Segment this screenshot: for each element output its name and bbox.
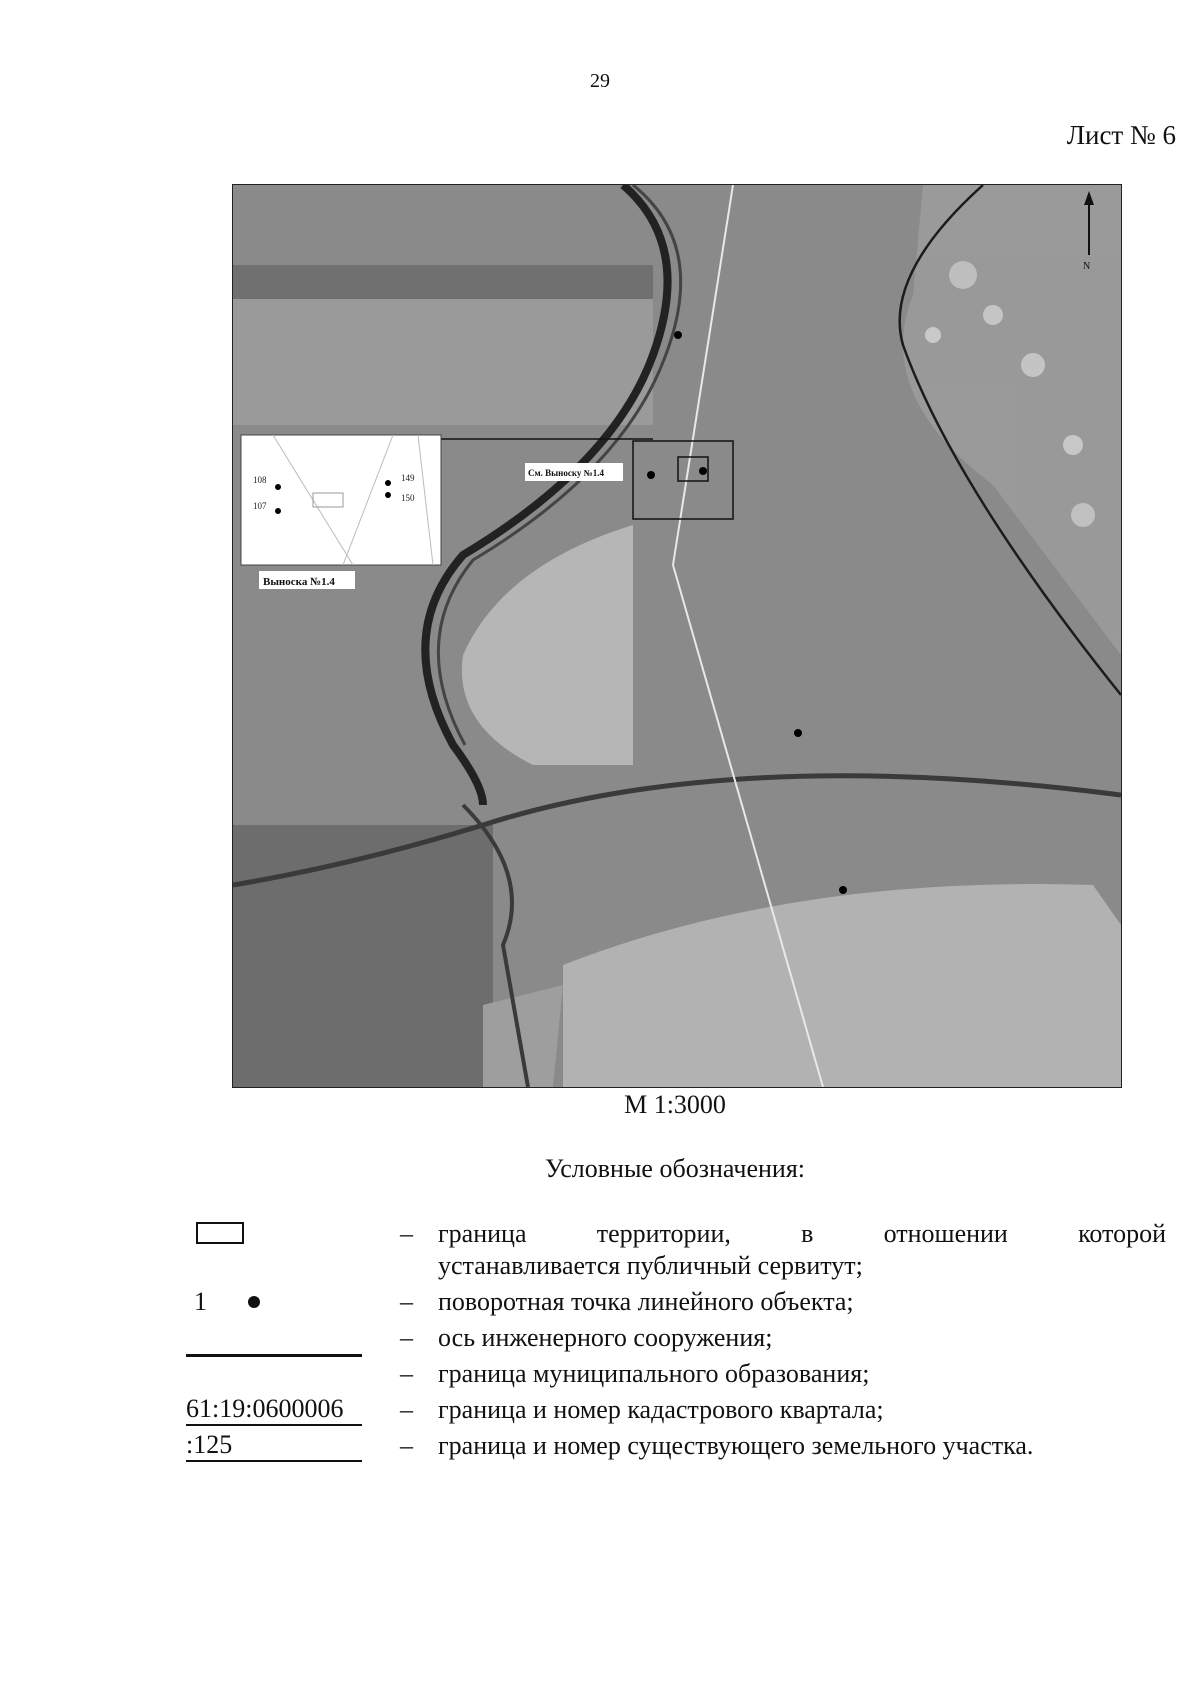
legend-text: граница муниципального образования; — [438, 1359, 870, 1388]
legend-text-line: устанавливается публичный сервитут; — [438, 1251, 863, 1280]
legend-text — [438, 1218, 1166, 1282]
legend-dash: – — [400, 1219, 413, 1248]
dot-icon — [248, 1296, 260, 1308]
legend-text: граница и номер существующего земельного участка. — [438, 1431, 1034, 1460]
map-canvas — [233, 185, 1121, 1087]
sheet-label: Лист № 6 — [1066, 120, 1176, 150]
legend-symbol-cadastral — [186, 1394, 366, 1428]
inset-point-label: 108 — [253, 475, 267, 485]
legend-text: поворотная точка линейного объекта; — [438, 1287, 854, 1316]
cadastral-number-label: 61:19:0600006 — [186, 1394, 362, 1426]
legend-row-land-parcel — [186, 1430, 1166, 1466]
legend-symbol-parcel — [186, 1430, 366, 1464]
field-bottom-left — [233, 825, 493, 1087]
legend-symbol-line — [186, 1358, 366, 1392]
turning-point — [647, 471, 655, 479]
legend-dash: – — [400, 1323, 413, 1352]
inset-box — [241, 435, 441, 565]
legend-word: которой — [1078, 1219, 1166, 1248]
legend-text: граница и номер кадастрового квартала; — [438, 1395, 884, 1424]
legend-symbol-point — [186, 1286, 366, 1320]
rectangle-icon — [196, 1222, 244, 1244]
legend-dash: – — [400, 1287, 413, 1316]
legend-word: территории, — [596, 1219, 731, 1248]
legend-word: граница — [438, 1219, 527, 1248]
turning-point — [839, 886, 847, 894]
inset-point-label: 149 — [401, 473, 415, 483]
parcel-number-label: :125 — [186, 1430, 362, 1462]
inset-point-label: 150 — [401, 493, 415, 503]
legend-dash: – — [400, 1359, 413, 1388]
turning-point — [794, 729, 802, 737]
turning-point — [699, 467, 707, 475]
legend-row-municipal-boundary — [186, 1358, 1166, 1394]
point-number-label: 1 — [194, 1287, 207, 1316]
legend-row-servitude-boundary — [186, 1218, 1166, 1286]
legend-word: в — [801, 1219, 814, 1248]
legend-title: Условные обозначения: — [544, 1154, 806, 1183]
legend-word: отношении — [883, 1219, 1008, 1248]
legend-symbol-empty — [186, 1322, 366, 1356]
legend-row-cadastral-quarter — [186, 1394, 1166, 1430]
legend-dash: – — [400, 1395, 413, 1424]
map-view[interactable] — [232, 184, 1122, 1088]
legend — [186, 1218, 1166, 1466]
legend-row-engineering-axis — [186, 1322, 1166, 1358]
legend-row-turning-point — [186, 1286, 1166, 1322]
legend-symbol-rectangle — [186, 1218, 366, 1252]
map-scale: М 1:3000 — [624, 1090, 726, 1119]
inset-point-label: 107 — [253, 501, 267, 511]
line-icon — [186, 1354, 362, 1357]
turning-point — [674, 331, 682, 339]
inset-caption: Выноска №1.4 — [263, 576, 335, 588]
field-strip-dark — [233, 265, 653, 299]
legend-text-line — [438, 1218, 1166, 1250]
page-number: 29 — [590, 70, 610, 92]
inset-ref-label: См. Выноску №1.4 — [528, 468, 604, 478]
svg-text:N: N — [1083, 261, 1091, 272]
legend-text: ось инженерного сооружения; — [438, 1323, 773, 1352]
legend-dash: – — [400, 1431, 413, 1460]
